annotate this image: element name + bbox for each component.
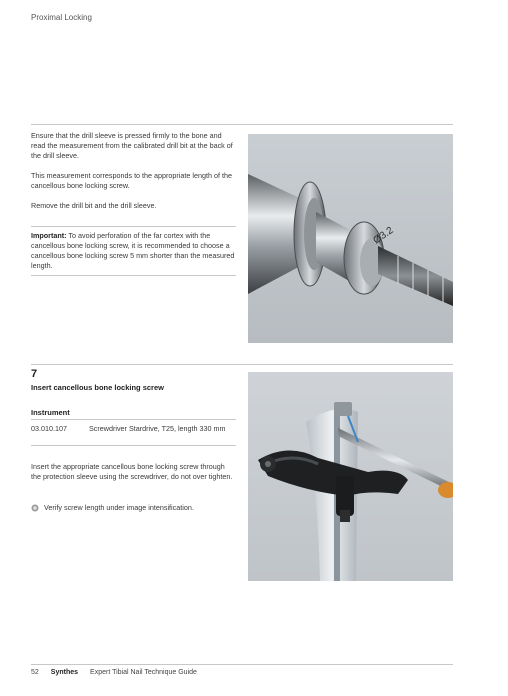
image-intensifier-icon xyxy=(31,504,39,512)
paragraph-measurement: This measurement corresponds to the appropriate length of the cancellous bone locking screw. xyxy=(31,171,232,190)
important-label: Important: xyxy=(31,231,67,240)
verify-text: Verify screw length under image intensification. xyxy=(44,503,194,512)
step-number: 7 xyxy=(31,368,38,380)
top-text-block xyxy=(31,131,236,221)
instrument-code: 03.010.107 xyxy=(31,424,67,433)
drill-sleeve-photo xyxy=(248,134,453,343)
step-divider xyxy=(31,364,453,365)
footer xyxy=(31,669,197,676)
important-bottom-rule xyxy=(31,275,236,276)
page-number: 52 xyxy=(31,669,39,676)
section-title: Proximal Locking xyxy=(31,13,92,22)
verify-bullet xyxy=(31,503,194,513)
instrument-description: Screwdriver Stardrive, T25, length 330 mm xyxy=(89,424,226,433)
step-title: Insert cancellous bone locking screw xyxy=(31,383,164,392)
drill-sleeve-illustration xyxy=(248,134,453,343)
screwdriver-illustration xyxy=(248,372,453,581)
paragraph-remove: Remove the drill bit and the drill sleeve. xyxy=(31,201,157,210)
top-divider xyxy=(31,124,453,125)
instrument-rule-top xyxy=(31,419,236,420)
important-text: To avoid perforation of the far cortex with the cancellous bone locking screw, it is recommended to choose a cancellous bone locking screw 5 mm shorter than the measured length. xyxy=(31,231,235,270)
instrument-heading: Instrument xyxy=(31,408,70,417)
important-note xyxy=(31,231,236,271)
footer-guide: Expert Tibial Nail Technique Guide xyxy=(90,669,197,676)
screwdriver-photo xyxy=(248,372,453,581)
footer-brand: Synthes xyxy=(50,669,79,676)
insert-screw-paragraph: Insert the appropriate cancellous bone locking screw through the protection sleeve using the screwdriver, do not over tighten. xyxy=(31,462,233,481)
important-top-rule xyxy=(31,226,236,227)
sleeve-marking: Ø3.2 xyxy=(371,225,396,247)
footer-rule xyxy=(31,664,453,665)
instrument-rule-bottom xyxy=(31,445,236,446)
paragraph-drill-sleeve: Ensure that the drill sleeve is pressed firmly to the bone and read the measurement from the calibrated drill bit at the back of the drill sleeve. xyxy=(31,131,233,160)
